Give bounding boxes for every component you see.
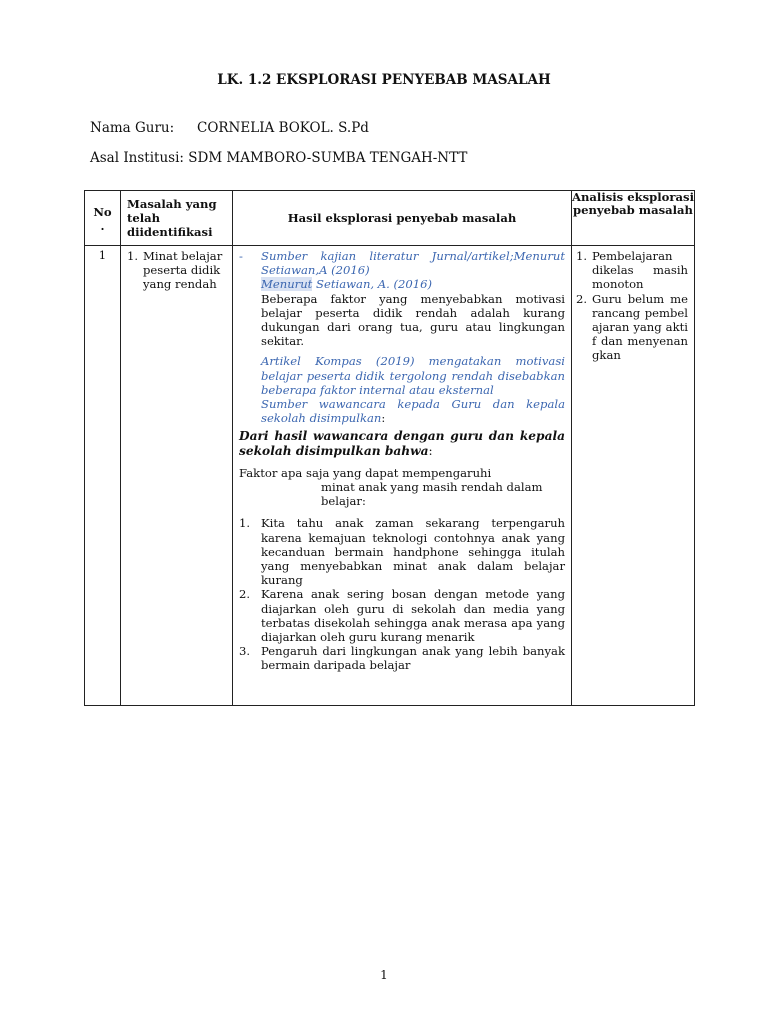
list-item: 1. Kita tahu anak zaman sekarang terpengaruh karena kemajuan teknologi contohnya anak yang kecanduan bermain handphone sehingga itulah yang menyebabkan minat anak dalam belajar kurang [239, 516, 565, 588]
header-analisis: Analisis eksplorasi penyebab masalah [572, 191, 695, 246]
analysis-list [576, 249, 688, 363]
header-hasil: Hasil eksplorasi penyebab masalah [233, 191, 572, 246]
table-row [85, 246, 695, 706]
interview-conclusion: Dari hasil wawancara dengan guru dan kepala sekolah disimpulkan bahwa: [239, 429, 565, 458]
dash-bullet: - [239, 249, 243, 263]
literature-paragraph: Beberapa faktor yang menyebabkan motivasi belajar peserta didik rendah adalah kurang dukungan dari orang tua, guru atau lingkungan sekitar. [261, 291, 565, 349]
document-title: LK. 1.2 EKSPLORASI PENYEBAB MASALAH [217, 72, 551, 88]
literature-source: Sumber kajian literatur Jurnal/artikel;Menurut Setiawan,A (2016) [261, 249, 565, 278]
list-item: 3. Pengaruh dari lingkungan anak yang lebih banyak bermain daripada belajar [239, 644, 565, 673]
problem-cell [121, 246, 233, 706]
menurut-line: Menurut Setiawan, A. (2016) [261, 277, 433, 292]
table-header-row [85, 191, 695, 246]
institution-line [90, 150, 467, 166]
institution-label: Asal Institusi: [90, 150, 184, 166]
factor-list [239, 516, 565, 672]
institution-value: SDM MAMBORO-SUMBA TENGAH-NTT [188, 150, 468, 166]
interview-source: Sumber wawancara kepada Guru dan kepala sekolah disimpulkan: [261, 397, 565, 426]
teacher-name-line [90, 120, 369, 136]
teacher-name-value: CORNELIA BOKOL. S.Pd [197, 120, 369, 136]
kompas-article: Artikel Kompas (2019) mengatakan motivasi belajar peserta didik tergolong rendah disebabkan beberapa faktor internal atau eksternal [261, 354, 565, 397]
question-continuation: minat anak yang masih rendah dalam belajar: [321, 480, 543, 509]
row-number: 1 [85, 246, 121, 706]
list-item: 2. Guru belum merancang pembelajaran yang aktif dan menyenangkan [576, 291, 688, 363]
problem-num: 1. [127, 249, 139, 263]
header-masalah: Masalah yang telah diidentifikasi [121, 191, 233, 246]
exploration-cell [233, 246, 572, 706]
teacher-name-label: Nama Guru: [90, 120, 175, 136]
problem-text: Minat belajar peserta didik yang rendah [143, 249, 223, 292]
page-number: 1 [380, 968, 388, 982]
header-no: No . [85, 191, 121, 246]
list-item: 2. Karena anak sering bosan dengan metode yang diajarkan oleh guru di sekolah dan media yang terbatas disekolah sehingga anak merasa apa yang diajarkan oleh guru kurang menarik [239, 587, 565, 645]
question-line: Faktor apa saja yang dapat mempengaruhi [239, 465, 492, 480]
analysis-cell [572, 246, 695, 706]
exploration-table [84, 190, 695, 706]
list-item: 1. Pembelajaran dikelas masih monoton [576, 249, 688, 292]
